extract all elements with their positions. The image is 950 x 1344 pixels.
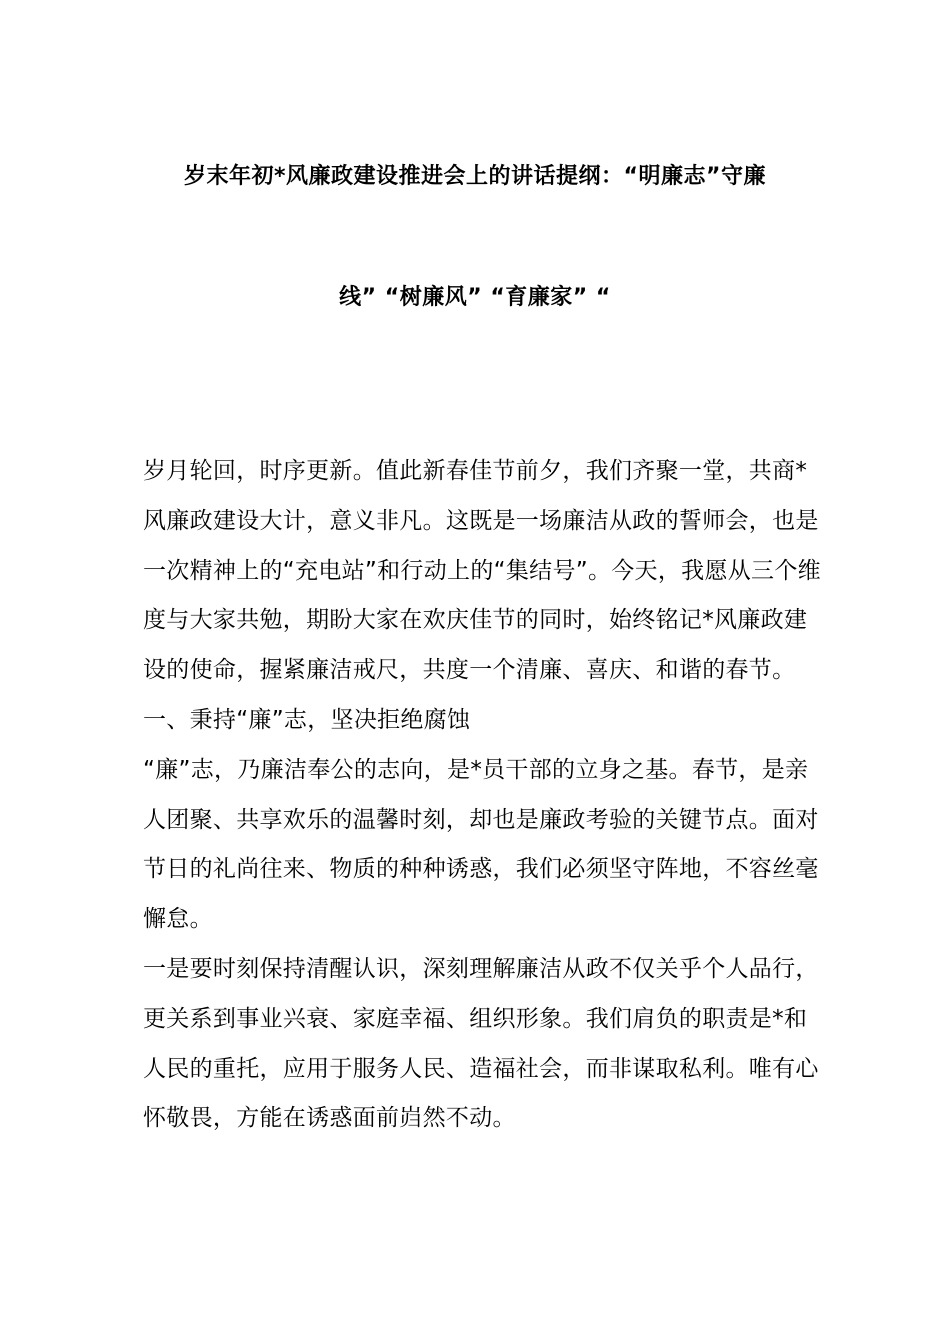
paragraph-intro: 岁月轮回，时序更新。值此新春佳节前夕，我们齐聚一堂，共商*风廉政建设大计，意义非凡。这既是一场廉洁从政的誓师会，也是一次精神上的“充电站”和行动上的“集结号”。今天，我愿从三个维度与大家共勉，期盼大家在欢庆佳节的同时，始终铭记*风廉政建设的使命，握紧廉洁戒尺，共度一个清廉、喜庆、和谐的春节。 — [143, 458, 821, 684]
document-body — [143, 447, 823, 1144]
document-title-line-2: 线” “树廉风” “育廉家” “ — [339, 285, 611, 310]
paragraph-section-1: “廉”志，乃廉洁奉公的志向，是*员干部的立身之基。春节，是亲人团聚、共享欢乐的温馨时刻，却也是廉政考验的关键节点。面对节日的礼尚往来、物质的种种诱惑，我们必须坚守阵地，不容丝毫懈怠。 — [143, 756, 819, 933]
document-title-line-1: 岁末年初*风廉政建设推进会上的讲话提纲：“明廉志”守廉 — [184, 164, 766, 189]
section-heading-1: 一、秉持“廉”志，坚决拒绝腐蚀 — [143, 706, 471, 733]
paragraph-point-1: 一是要时刻保持清醒认识，深刻理解廉洁从政不仅关乎个人品行，更关系到事业兴衰、家庭幸福、组织形象。我们肩负的职责是*和人民的重托，应用于服务人民、造福社会，而非谋取私利。唯有心怀敬畏，方能在诱惑面前岿然不动。 — [143, 955, 819, 1132]
